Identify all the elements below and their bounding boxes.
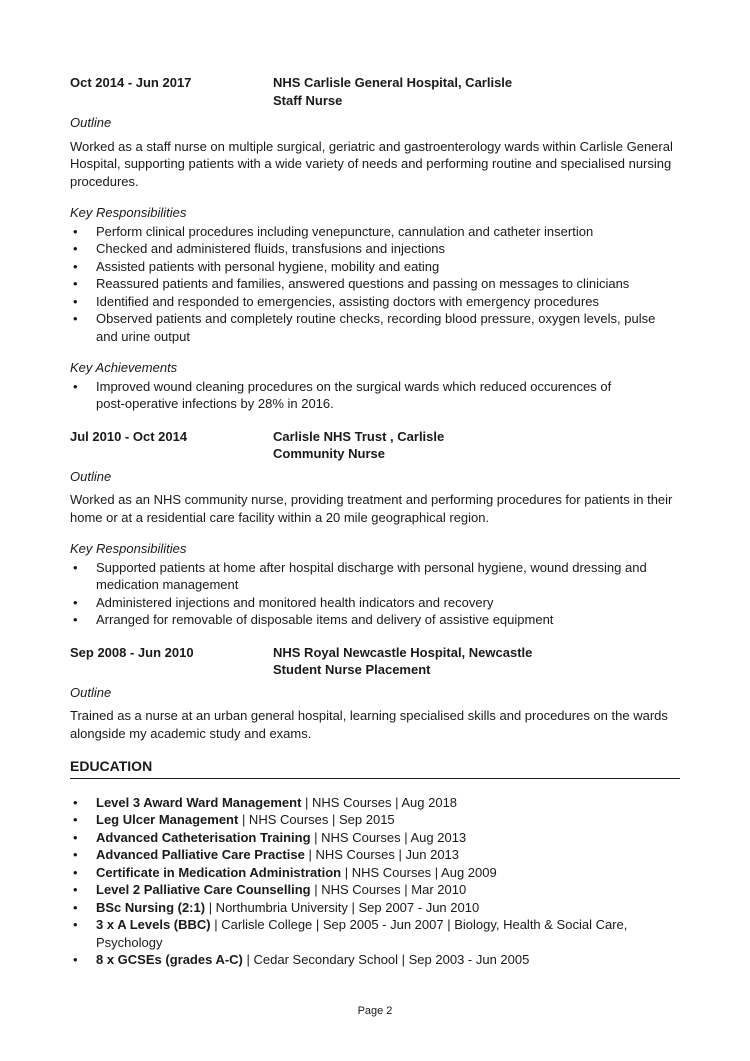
education-name: 3 x A Levels (BBC) (96, 917, 211, 932)
job-header (70, 74, 680, 109)
education-list (70, 794, 680, 969)
education-details: | NHS Courses | Jun 2013 (304, 847, 460, 862)
job-entry (70, 428, 680, 629)
education-item (70, 899, 680, 917)
education-name: Certificate in Medication Administration (96, 864, 342, 880)
education-details: | NHS Courses | Aug 2018 (301, 794, 458, 810)
outline-label: Outline (70, 684, 112, 700)
list-item: • Administered injections and monitored health indicators and recovery (70, 594, 680, 612)
education-name: BSc Nursing (2:1) (96, 899, 206, 915)
job-header (70, 428, 680, 463)
list-item: • Reassured patients and families, answered questions and passing on messages to clinicians (70, 275, 680, 293)
education-details: | Cedar Secondary School | Sep 2003 - Jun 2005 (242, 952, 530, 967)
education-item (70, 829, 680, 847)
responsibilities-label: Key Responsibilities (70, 541, 187, 556)
education-name: Advanced Catheterisation Training (96, 829, 311, 845)
page-number: Page 2 (357, 1005, 393, 1017)
outline-text: Trained as a nurse at an urban general hospital, learning specialised skills and procedures on the wards alongside my academic study and exams. (70, 708, 668, 741)
education-item (70, 846, 680, 864)
list-item: • Perform clinical procedures including venepuncture, cannulation and catheter insertion (70, 223, 680, 241)
job-organization: Carlisle NHS Trust , Carlisle (273, 428, 445, 444)
job-entry (70, 74, 680, 413)
education-details: | Carlisle College | Sep 2005 - Jun 2007 | Biology, Health & Social Care, Psychology (96, 917, 628, 950)
responsibilities-list (70, 559, 680, 629)
outline-label: Outline (70, 468, 112, 484)
resume-page (70, 74, 680, 969)
list-item: • Observed patients and completely routine checks, recording blood pressure, oxygen levels, pulse and urine output (70, 310, 680, 345)
education-details: | NHS Courses | Sep 2015 (238, 812, 395, 827)
education-details: | Northumbria University | Sep 2007 - Jun 2010 (205, 899, 480, 915)
responsibilities-label: Key Responsibilities (70, 205, 187, 220)
list-item: • Identified and responded to emergencies, assisting doctors with emergency procedures (70, 293, 680, 311)
list-item: • Improved wound cleaning procedures on the surgical wards which reduced occurences of post-operative infections by 28% in 2016. (70, 378, 680, 413)
job-organization: NHS Carlisle General Hospital, Carlisle (273, 75, 513, 90)
education-item (70, 881, 680, 899)
education-item (70, 811, 680, 829)
education-item (70, 916, 680, 951)
education-item (70, 794, 680, 812)
education-heading: EDUCATION (70, 758, 680, 779)
job-title: Staff Nurse (273, 92, 343, 108)
job-dates: Oct 2014 - Jun 2017 (70, 75, 192, 90)
achievements-list (70, 378, 680, 413)
list-item: • Assisted patients with personal hygiene, mobility and eating (70, 258, 680, 276)
job-title: Student Nurse Placement (273, 662, 431, 677)
education-details: | NHS Courses | Aug 2013 (310, 829, 467, 845)
outline-label: Outline (70, 115, 112, 130)
education-name: Advanced Palliative Care Practise (96, 847, 305, 862)
job-header (70, 644, 680, 679)
education-item (70, 864, 680, 882)
achievements-label: Key Achievements (70, 360, 178, 375)
list-item: • Arranged for removable of disposable items and delivery of assistive equipment (70, 611, 680, 629)
list-item: • Checked and administered fluids, transfusions and injections (70, 240, 680, 258)
education-details: | NHS Courses | Aug 2009 (341, 864, 497, 880)
job-organization: NHS Royal Newcastle Hospital, Newcastle (273, 644, 533, 660)
education-name: 8 x GCSEs (grades A-C) (96, 952, 243, 967)
job-dates: Sep 2008 - Jun 2010 (70, 644, 194, 660)
education-name: Level 2 Palliative Care Counselling (96, 882, 311, 897)
education-name: Level 3 Award Ward Management (96, 794, 302, 810)
education-item (70, 951, 680, 969)
education-details: | NHS Courses | Mar 2010 (310, 882, 467, 897)
outline-text: Worked as a staff nurse on multiple surgical, geriatric and gastroenterology wards within Carlisle General Hospital, supporting patients with a wide variety of needs and performing routine and specialised nursing procedures. (70, 138, 673, 189)
education-name: Leg Ulcer Management (96, 812, 239, 827)
job-title: Community Nurse (273, 446, 385, 461)
job-dates: Jul 2010 - Oct 2014 (70, 428, 188, 444)
list-item: • Supported patients at home after hospital discharge with personal hygiene, wound dressing and medication management (70, 559, 680, 594)
outline-text: Worked as an NHS community nurse, providing treatment and performing procedures for patients in their home or at a residential care facility within a 20 mile geographical region. (70, 492, 673, 525)
job-entry (70, 644, 680, 743)
responsibilities-list (70, 223, 680, 346)
